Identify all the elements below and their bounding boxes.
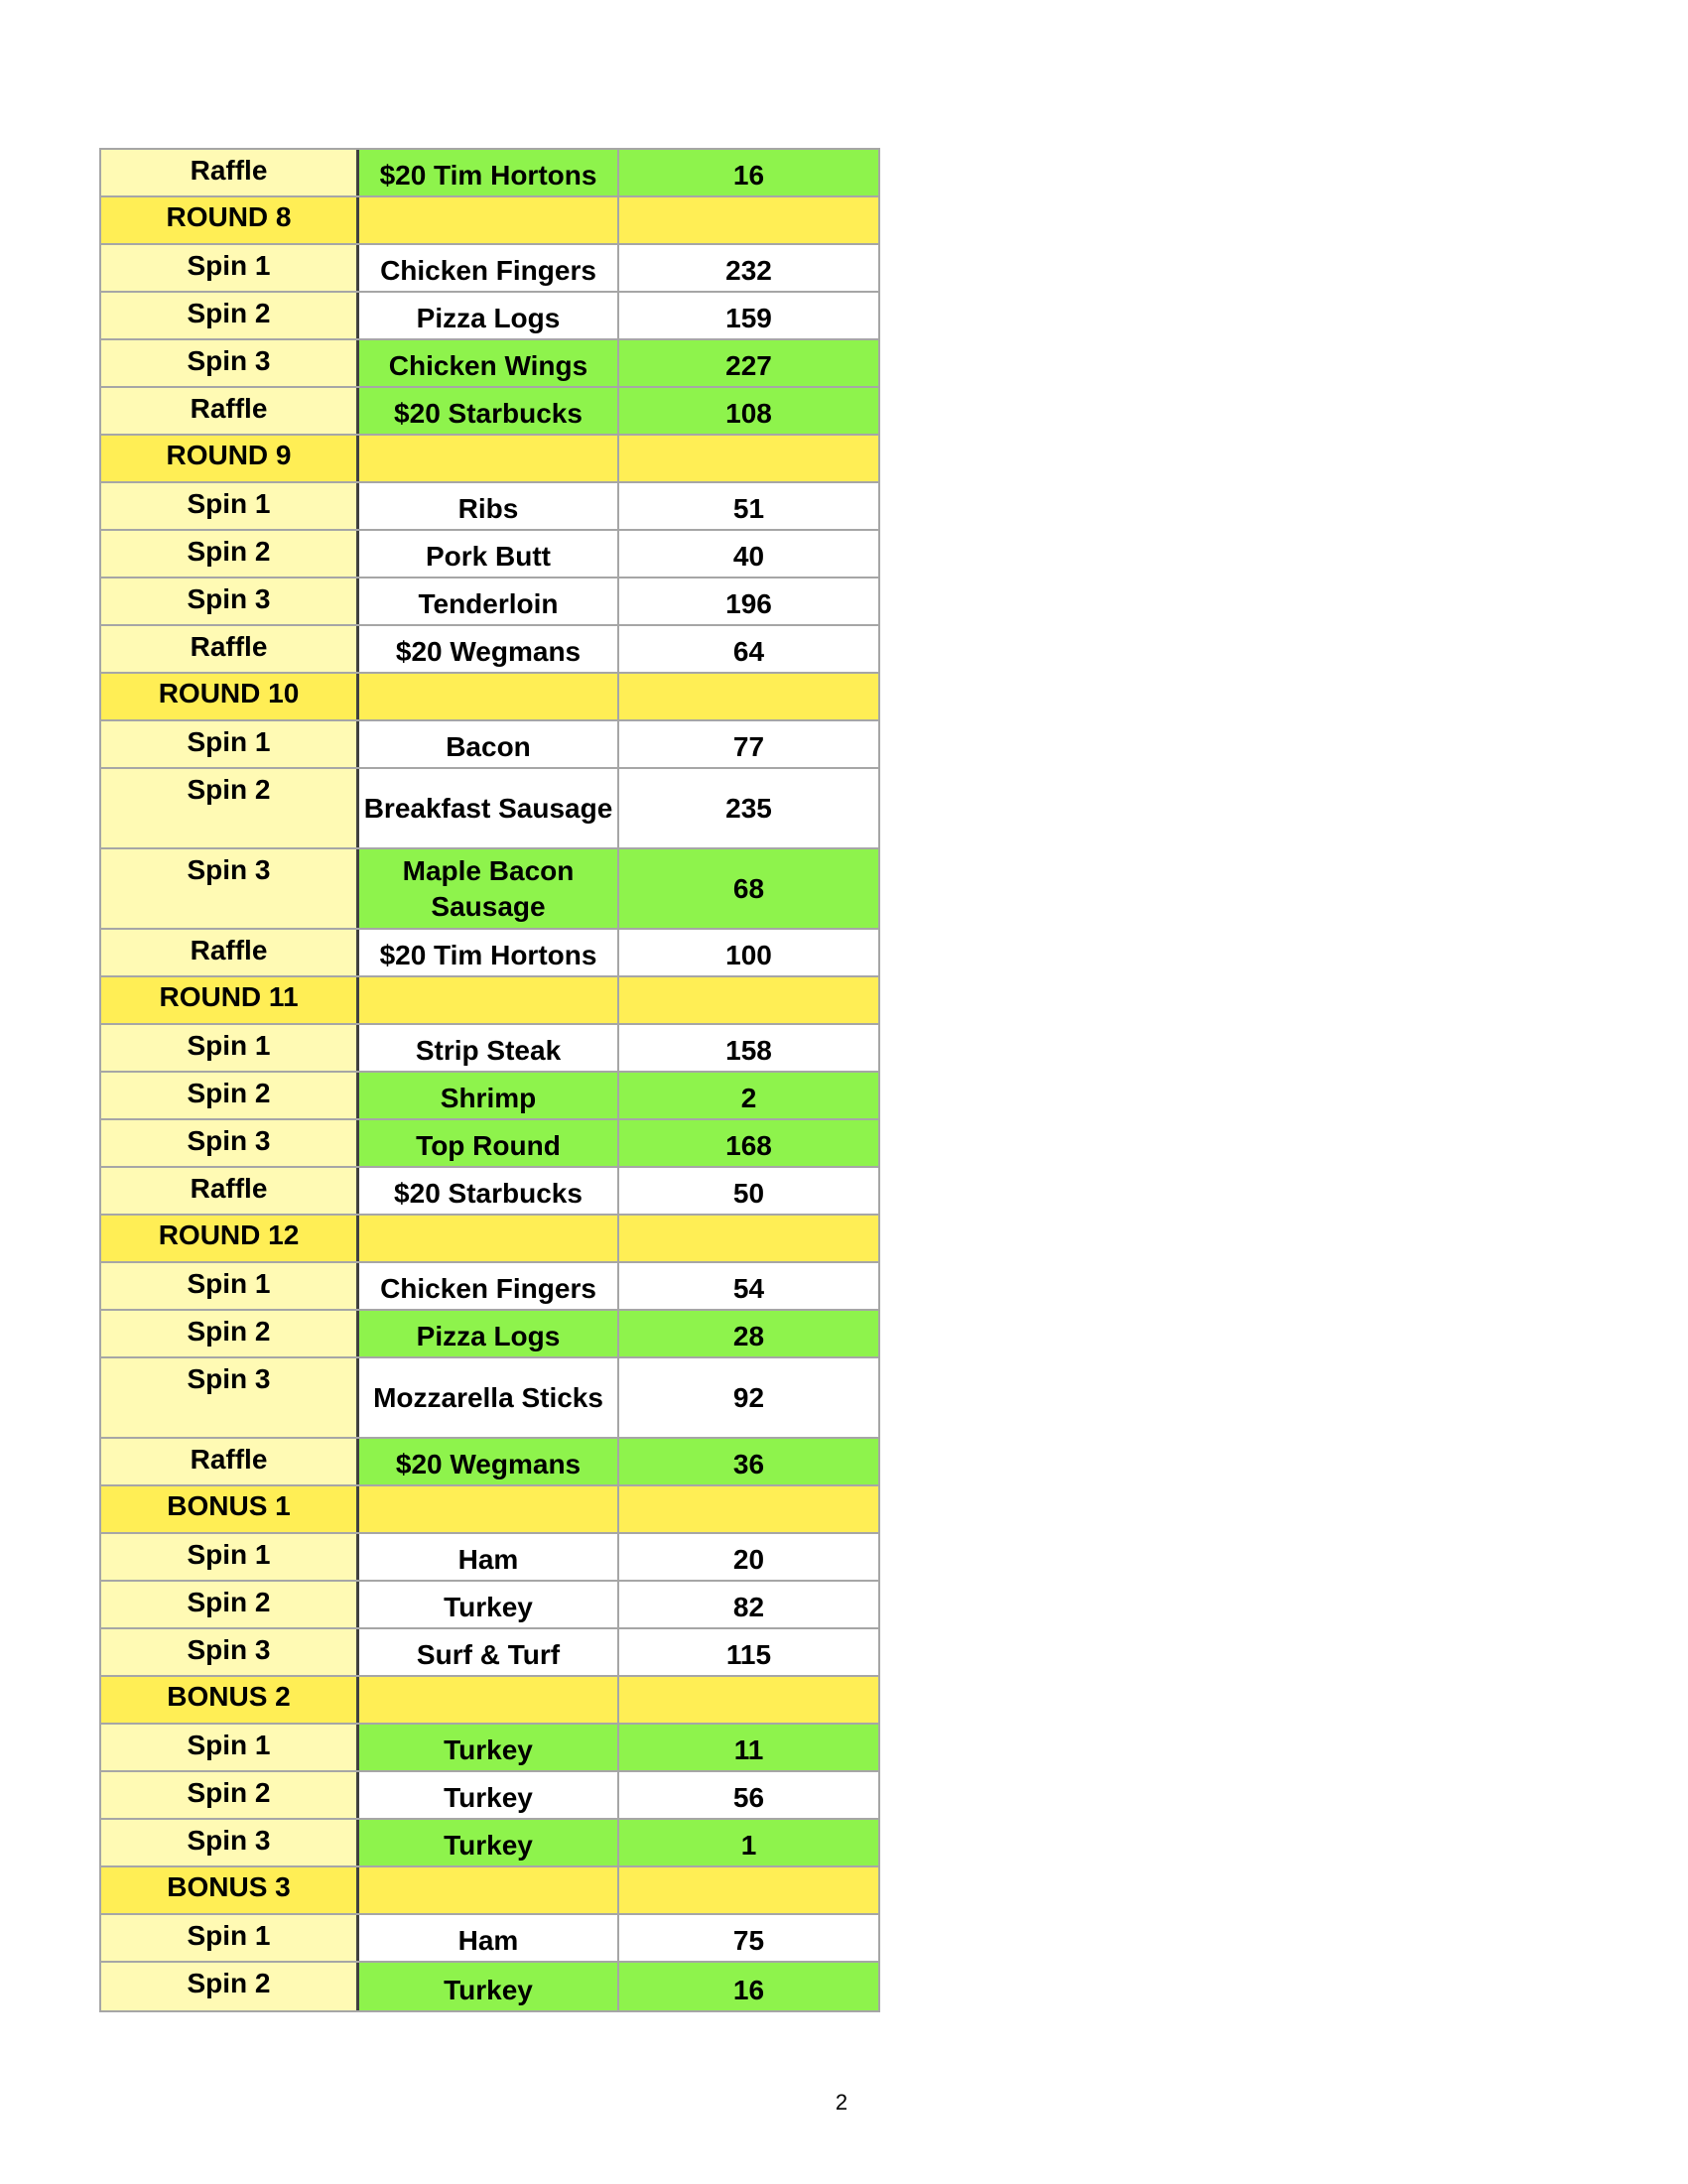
table-row	[101, 1439, 878, 1486]
ticket-number-cell: 158	[725, 1035, 772, 1066]
table-row	[101, 1582, 878, 1629]
prize-cell: $20 Starbucks	[359, 1168, 619, 1214]
table-row	[101, 340, 878, 388]
ticket-number-cell: 68	[619, 849, 878, 928]
prize-cell: Ham	[359, 1534, 619, 1580]
table-row	[101, 1772, 878, 1820]
prize-cell	[359, 1677, 619, 1723]
ticket-number-cell	[619, 1867, 878, 1913]
ticket-number-cell: 159	[725, 303, 772, 333]
ticket-number-cell	[619, 1677, 878, 1723]
spin-label: Spin 1	[101, 1025, 359, 1071]
table-row	[101, 1534, 878, 1582]
table-row	[101, 388, 878, 436]
ticket-number-cell	[619, 1216, 878, 1261]
prize-cell: $20 Wegmans	[359, 1439, 619, 1484]
prize-cell: Tenderloin	[359, 578, 619, 624]
round-header-row	[101, 436, 878, 483]
round-header-row	[101, 674, 878, 721]
table-row	[101, 1963, 878, 2010]
round-header-row	[101, 1677, 878, 1725]
prize-cell: Ribs	[359, 483, 619, 529]
prize-cell: Chicken Fingers	[359, 245, 619, 291]
round-title: BONUS 3	[101, 1867, 359, 1913]
prize-cell: Shrimp	[359, 1073, 619, 1118]
ticket-number-cell	[619, 674, 878, 719]
ticket-number-cell: 168	[619, 1120, 878, 1166]
ticket-number-cell: 232	[725, 255, 772, 286]
ticket-number-cell: 82	[732, 1592, 765, 1622]
prize-cell	[359, 436, 619, 481]
prize-cell: Bacon	[359, 721, 619, 767]
prize-cell: $20 Tim Hortons	[359, 150, 619, 195]
ticket-number-cell: 2	[619, 1073, 878, 1118]
prize-cell: Mozzarella Sticks	[359, 1358, 619, 1437]
spin-label: Spin 1	[101, 1915, 359, 1961]
round-title: ROUND 11	[101, 977, 359, 1023]
prize-cell: Turkey	[359, 1582, 619, 1627]
prize-cell: $20 Wegmans	[359, 626, 619, 672]
spin-label: Spin 3	[101, 1358, 359, 1437]
prize-cell	[359, 1867, 619, 1913]
table-row	[101, 1629, 878, 1677]
table-row	[101, 626, 878, 674]
table-row	[101, 1358, 878, 1439]
spin-label: Spin 2	[101, 1963, 359, 2010]
spin-label: Spin 1	[101, 1263, 359, 1309]
round-header-row	[101, 1867, 878, 1915]
prize-cell: Pork Butt	[359, 531, 619, 577]
prize-cell: Pizza Logs	[359, 293, 619, 338]
prize-cell: Breakfast Sausage	[359, 769, 619, 847]
spin-label: Raffle	[101, 388, 359, 434]
round-header-row	[101, 197, 878, 245]
ticket-number-cell: 54	[732, 1273, 765, 1304]
spin-label: Spin 1	[101, 245, 359, 291]
prize-cell: Turkey	[359, 1772, 619, 1818]
prize-cell: Maple Bacon Sausage	[359, 849, 619, 928]
ticket-number-cell	[619, 197, 878, 243]
round-title: ROUND 9	[101, 436, 359, 481]
ticket-number-cell	[619, 436, 878, 481]
spin-label: Spin 1	[101, 483, 359, 529]
prize-table	[99, 148, 880, 2012]
table-row	[101, 1120, 878, 1168]
prize-cell: Strip Steak	[359, 1025, 619, 1071]
prize-cell: Pizza Logs	[359, 1311, 619, 1356]
table-row	[101, 1915, 878, 1963]
ticket-number-cell: 92	[732, 1381, 765, 1413]
ticket-number-cell: 1	[619, 1820, 878, 1865]
table-row	[101, 578, 878, 626]
table-row	[101, 150, 878, 197]
spin-label: Raffle	[101, 1439, 359, 1484]
ticket-number-cell: 28	[619, 1311, 878, 1356]
spin-label: Spin 3	[101, 849, 359, 928]
spin-label: Spin 1	[101, 1725, 359, 1770]
spin-label: Spin 2	[101, 1311, 359, 1356]
prize-cell: Turkey	[359, 1725, 619, 1770]
table-row	[101, 1073, 878, 1120]
table-row	[101, 483, 878, 531]
spin-label: Spin 2	[101, 1073, 359, 1118]
ticket-number-cell: 50	[732, 1178, 765, 1209]
prize-cell	[359, 197, 619, 243]
table-row	[101, 245, 878, 293]
prize-cell: Chicken Fingers	[359, 1263, 619, 1309]
prize-cell: Turkey	[359, 1820, 619, 1865]
ticket-number-cell: 115	[725, 1639, 772, 1670]
spin-label: Spin 3	[101, 1820, 359, 1865]
prize-cell	[359, 977, 619, 1023]
spin-label: Raffle	[101, 930, 359, 975]
table-row	[101, 293, 878, 340]
ticket-number-cell: 56	[732, 1782, 765, 1813]
round-title: BONUS 1	[101, 1486, 359, 1532]
table-row	[101, 930, 878, 977]
round-header-row	[101, 977, 878, 1025]
table-row	[101, 721, 878, 769]
spin-label: Spin 3	[101, 1120, 359, 1166]
ticket-number-cell: 77	[732, 731, 765, 762]
table-row	[101, 1263, 878, 1311]
ticket-number-cell: 20	[732, 1544, 765, 1575]
ticket-number-cell: 51	[732, 493, 765, 524]
spin-label: Raffle	[101, 1168, 359, 1214]
spin-label: Spin 2	[101, 1772, 359, 1818]
ticket-number-cell: 75	[732, 1925, 765, 1956]
spin-label: Spin 3	[101, 340, 359, 386]
ticket-number-cell: 16	[619, 150, 878, 195]
prize-cell: Top Round	[359, 1120, 619, 1166]
spin-label: Spin 2	[101, 1582, 359, 1627]
ticket-number-cell: 11	[619, 1725, 878, 1770]
round-header-row	[101, 1486, 878, 1534]
prize-cell	[359, 1486, 619, 1532]
ticket-number-cell: 108	[619, 388, 878, 434]
table-row	[101, 1168, 878, 1216]
ticket-number-cell: 235	[725, 792, 772, 824]
ticket-number-cell: 36	[619, 1439, 878, 1484]
prize-cell: Chicken Wings	[359, 340, 619, 386]
ticket-number-cell: 100	[725, 940, 772, 970]
prize-cell: Surf & Turf	[359, 1629, 619, 1675]
spin-label: Spin 3	[101, 578, 359, 624]
spin-label: Raffle	[101, 626, 359, 672]
page-number: 2	[835, 2090, 848, 2115]
spin-label: Spin 2	[101, 769, 359, 847]
prize-cell: $20 Tim Hortons	[359, 930, 619, 975]
table-row	[101, 849, 878, 930]
spin-label: Spin 2	[101, 531, 359, 577]
spin-label: Spin 1	[101, 721, 359, 767]
round-title: BONUS 2	[101, 1677, 359, 1723]
table-row	[101, 769, 878, 849]
table-row	[101, 1311, 878, 1358]
table-row	[101, 1025, 878, 1073]
spin-label: Raffle	[101, 150, 359, 195]
prize-cell	[359, 674, 619, 719]
round-title: ROUND 8	[101, 197, 359, 243]
spin-label: Spin 1	[101, 1534, 359, 1580]
table-row	[101, 1725, 878, 1772]
ticket-number-cell: 227	[619, 340, 878, 386]
ticket-number-cell	[619, 1486, 878, 1532]
spin-label: Spin 2	[101, 293, 359, 338]
round-title: ROUND 10	[101, 674, 359, 719]
prize-cell: Ham	[359, 1915, 619, 1961]
round-header-row	[101, 1216, 878, 1263]
table-row	[101, 1820, 878, 1867]
prize-cell: $20 Starbucks	[359, 388, 619, 434]
prize-cell: Turkey	[359, 1963, 619, 2010]
ticket-number-cell	[619, 977, 878, 1023]
ticket-number-cell: 64	[732, 636, 765, 667]
ticket-number-cell: 16	[619, 1963, 878, 2010]
spin-label: Spin 3	[101, 1629, 359, 1675]
prize-cell	[359, 1216, 619, 1261]
table-row	[101, 531, 878, 578]
ticket-number-cell: 40	[732, 541, 765, 572]
ticket-number-cell: 196	[725, 588, 772, 619]
round-title: ROUND 12	[101, 1216, 359, 1261]
